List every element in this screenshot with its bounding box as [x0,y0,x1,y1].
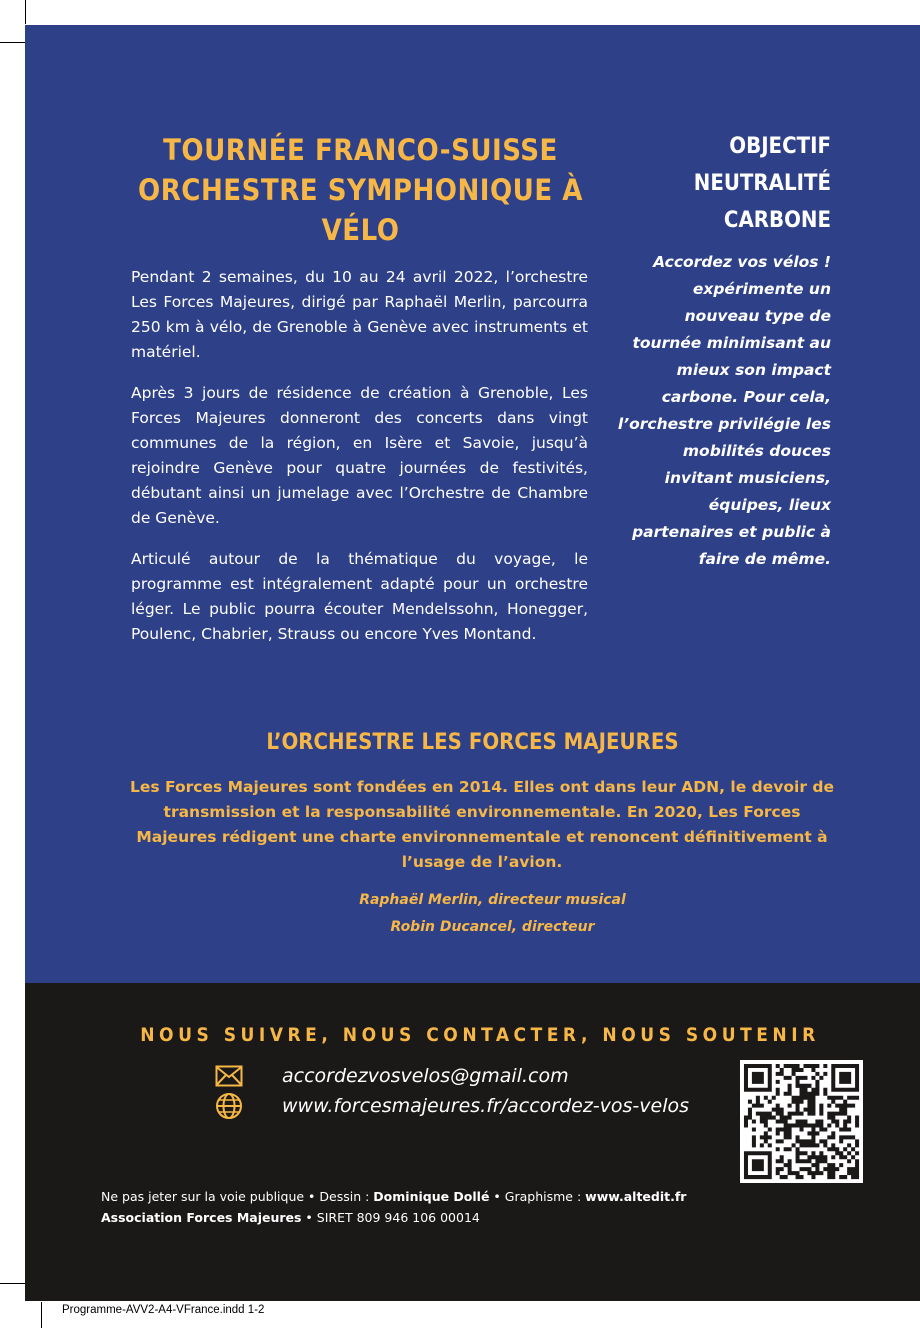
main-title-line: TOURNÉE FRANCO-SUISSE [163,133,558,167]
body-paragraph: Après 3 jours de résidence de création à Grenoble, Les Forces Majeures donneront des concerts dans vingt communes de la région, en Isère et Savoie, jusqu’à rejoindre Genève pour quatre journées de festivités, débutant ainsi un jumelage avec l’Orchestre de Chambre de Genève. [131,384,588,527]
signature: Robin Ducancel, directeur [390,919,595,935]
qr-code-graphic [740,1060,863,1183]
signatures [25,887,920,941]
contact-title: NOUS SUIVRE, NOUS CONTACTER, NOUS SOUTENIR [140,1024,820,1046]
sidebar-title [680,128,831,239]
orchestra-text: Les Forces Majeures sont fondées en 2014. Elles ont dans leur ADN, le devoir de transmission et la responsabilité environnementale. En 2020, Les Forces Majeures rédigent une charte environnementale et renoncent définitivement à l’usage de l’avion. [130,778,834,871]
crop-mark [25,0,26,24]
contact-email-row[interactable] [214,1062,569,1090]
legal-notice [101,1186,801,1228]
designer-name: Dominique Dollé [373,1189,490,1204]
globe-icon [214,1092,244,1120]
body-paragraph: Pendant 2 semaines, du 10 au 24 avril 2022, l’orchestre Les Forces Majeures, dirigé par Raphaël Merlin, parcourra 250 km à vélo, de Grenoble à Genève avec instruments et matériel. [131,268,588,361]
signature: Raphaël Merlin, directeur musical [359,892,626,908]
sidebar-title-line: OBJECTIF [729,134,831,159]
body-paragraph: Articulé autour de la thématique du voyage, le programme est intégralement adapté pour un orchestre léger. Le public pourra écouter Mendelssohn, Honegger, Poulenc, Chabrier, Strauss ou encore Yves Montand. [131,550,588,643]
orchestra-title: L’ORCHESTRE LES FORCES MAJEURES [266,730,679,755]
main-title [138,130,583,250]
file-label: Programme-AVV2-A4-VFrance.indd 1-2 [62,1304,265,1316]
legal-line-1 [101,1186,801,1207]
graphic-site[interactable]: www.altedit.fr [585,1189,687,1204]
main-title-line: VÉLO [321,213,400,247]
crop-mark [41,1302,42,1328]
legal-prefix: Ne pas jeter sur la voie publique • Dessin : [101,1189,374,1204]
sidebar-text: Accordez vos vélos ! expérimente un nouveau type de tournée minimisant au mieux son impact carbone. Pour cela, l’orchestre privilégie les mobilités douces invitant musiciens, équipes, lieux partenaires et public à faire de même. [617,253,831,568]
legal-mid: • Graphisme : [489,1189,586,1204]
main-body [131,265,588,663]
legal-line-2 [101,1207,801,1228]
envelope-icon [214,1062,244,1090]
main-title-line: ORCHESTRE SYMPHONIQUE À [138,173,583,207]
association-name: Association Forces Majeures [101,1210,302,1225]
sidebar-title-line: CARBONE [723,208,831,233]
siret: • SIRET 809 946 106 00014 [301,1210,480,1225]
qr-code[interactable] [740,1060,863,1183]
sidebar-title-line: NEUTRALITÉ [693,171,831,196]
contact-website[interactable]: www.forcesmajeures.fr/accordez-vos-velos [282,1095,690,1117]
contact-web-row[interactable] [214,1092,689,1120]
contact-email[interactable]: accordezvosvelos@gmail.com [282,1065,569,1087]
